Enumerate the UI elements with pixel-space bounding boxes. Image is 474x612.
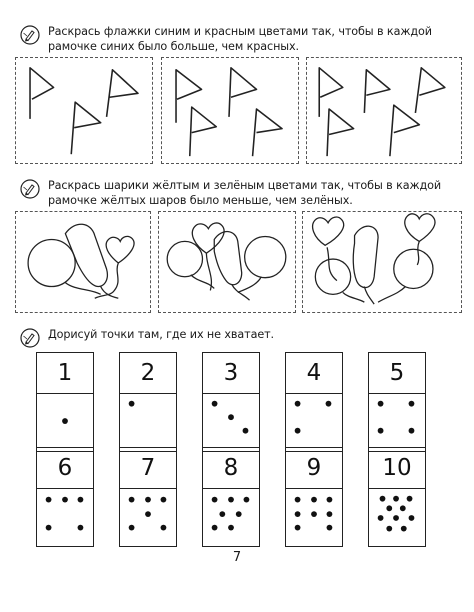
page-number: 7	[232, 550, 242, 565]
domino-4[interactable]	[285, 352, 343, 452]
balloon-round[interactable]	[237, 237, 285, 293]
domino-dots[interactable]	[120, 489, 176, 546]
domino-8[interactable]	[202, 447, 260, 547]
task-1-text: Раскрась флажки синим и красным цветами так, чтобы в каждой рамочке синих было больше, чем красных.	[48, 25, 432, 53]
domino-number: 10	[369, 448, 425, 489]
balloon-box-1	[15, 211, 151, 313]
domino-dots[interactable]	[203, 489, 259, 546]
flag[interactable]	[71, 102, 100, 154]
domino-7[interactable]	[119, 447, 177, 547]
domino-dots[interactable]	[120, 394, 176, 451]
balloon-long[interactable]	[353, 226, 378, 304]
domino-dots[interactable]	[286, 489, 342, 546]
domino-dots[interactable]	[203, 394, 259, 451]
domino-number: 5	[369, 353, 425, 394]
flags-row	[15, 57, 462, 164]
flag-box-1	[15, 57, 153, 164]
domino-number: 7	[120, 448, 176, 489]
flag-box-3	[306, 57, 462, 164]
domino-dots[interactable]	[37, 394, 93, 451]
domino-number: 1	[37, 353, 93, 394]
domino-dots[interactable]	[369, 489, 425, 546]
domino-3[interactable]	[202, 352, 260, 452]
domino-number: 4	[286, 353, 342, 394]
domino-2[interactable]	[119, 352, 177, 452]
pencil-icon	[20, 179, 40, 199]
domino-10[interactable]	[368, 447, 426, 547]
pencil-icon	[20, 25, 40, 45]
task-3-text: Дорисуй точки там, где их не хватает.	[48, 328, 274, 341]
flag[interactable]	[229, 68, 256, 117]
dominoes-row-2	[36, 447, 426, 547]
task-2-instruction	[20, 178, 460, 208]
task-1-instruction	[20, 24, 460, 54]
domino-dots[interactable]	[369, 394, 425, 451]
balloon-heart[interactable]	[313, 217, 344, 281]
domino-dots[interactable]	[286, 394, 342, 451]
domino-5[interactable]	[368, 352, 426, 452]
flag[interactable]	[364, 70, 390, 113]
pencil-icon	[20, 328, 40, 348]
flag[interactable]	[189, 107, 215, 156]
balloon-round[interactable]	[378, 249, 433, 302]
task-3-instruction	[20, 327, 460, 348]
balloon-round[interactable]	[28, 239, 101, 294]
flag[interactable]	[176, 70, 202, 123]
domino-6[interactable]	[36, 447, 94, 547]
flag[interactable]	[107, 70, 138, 117]
balloon-heart[interactable]	[95, 236, 134, 298]
dominoes-row-1	[36, 352, 426, 452]
domino-number: 3	[203, 353, 259, 394]
domino-dots[interactable]	[37, 489, 93, 546]
domino-number: 2	[120, 353, 176, 394]
domino-1[interactable]	[36, 352, 94, 452]
balloon-box-2	[158, 211, 296, 313]
balloon-heart[interactable]	[405, 214, 435, 265]
balloon-heart[interactable]	[192, 223, 224, 290]
flag[interactable]	[327, 109, 353, 156]
flag[interactable]	[30, 68, 54, 119]
domino-9[interactable]	[285, 447, 343, 547]
flag[interactable]	[319, 68, 343, 117]
task-2-text: Раскрась шарики жёлтым и зелёным цветами так, чтобы в каждой рамочке жёлтых шаров было меньше, чем зелёных.	[48, 179, 442, 207]
flag-box-2	[161, 57, 299, 164]
domino-number: 9	[286, 448, 342, 489]
domino-number: 8	[203, 448, 259, 489]
balloon-round[interactable]	[167, 241, 214, 288]
flag[interactable]	[415, 68, 444, 113]
domino-number: 6	[37, 448, 93, 489]
flag[interactable]	[252, 109, 281, 156]
balloons-row	[15, 211, 462, 313]
balloon-box-3	[302, 211, 462, 313]
